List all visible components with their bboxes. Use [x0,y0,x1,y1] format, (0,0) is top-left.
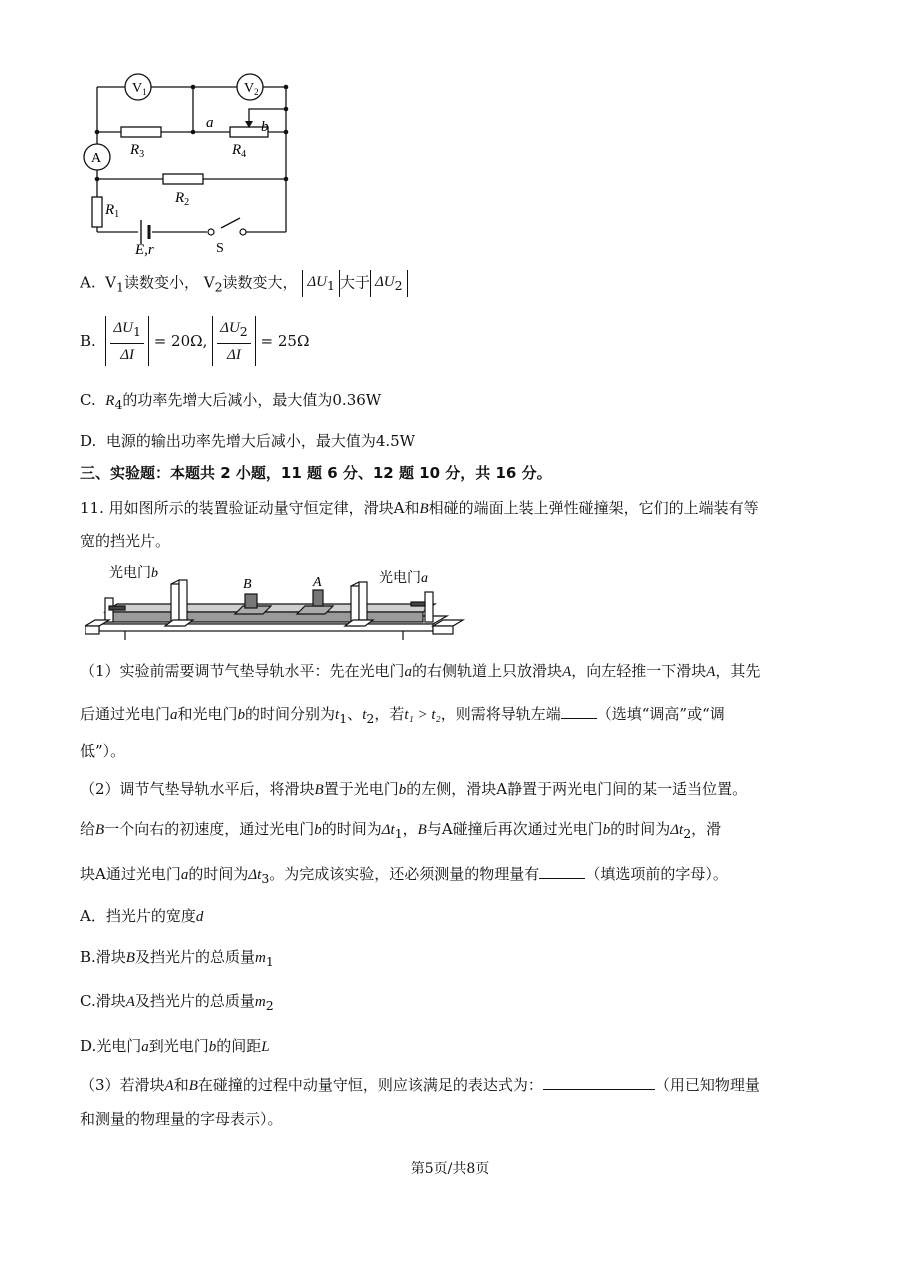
svg-text:B: B [243,577,252,592]
svg-text:E,r: E,r [135,242,154,258]
resistor-r2 [163,174,203,184]
svg-text:R1: $R_1$ [105,202,120,220]
svg-text:a: a [206,115,214,131]
option-b: B. $\frac{\Delta U_1}{\Delta I}$ = 20Ω, $\frac{\Delta U_2}{\Delta I}$ = 25Ω [80,316,309,366]
answer-blank-2[interactable] [539,862,585,879]
slider-a [297,590,333,614]
svg-text:V2: $V_2$ [244,81,259,97]
svg-text:A: A [91,151,102,166]
measure-option-d: D.光电门a到光电门b的间距L [80,1037,270,1055]
q11-p3-line2: 和测量的物理量的字母表示）。 [80,1110,283,1128]
resistor-r1 [92,197,102,227]
air-track-figure [85,562,470,646]
q11-line1: 11. 用如图所示的装置验证动量守恒定律，滑块A和B相碰的端面上装上弹性碰撞架，它们的上端装有等 [80,499,759,517]
switch-contact [208,229,214,235]
svg-text:光电门a: 光电门a [379,571,428,586]
option-c: C. $R_4$的功率先增大后减小，最大值为0.36W [80,391,382,412]
measure-option-b: B.滑块B及挡光片的总质量$m_1$ [80,948,274,969]
option-d: D. 电源的输出功率先增大后减小，最大值为4.5W [80,432,416,450]
svg-text:S: S [216,241,224,256]
right-end-stop [425,592,433,622]
q11-p1-line2: 后通过光电门a和光电门b的时间分别为$t_1$、$t_2$，若t₁ > t₂，则需将导轨左端 （选填“调高”或“调 [80,702,725,730]
svg-text:b: b [261,119,269,135]
page-footer: 第5页/共8页 [410,1161,490,1177]
option-a: A. $V_1$读数变小， $V_2$读数变大， $\Delta U_1$ 大于 $\Delta U_2$ [80,270,408,299]
q11-line2: 宽的挡光片。 [80,532,171,550]
q11-p3-line1: （3）若滑块A和B在碰撞的过程中动量守恒，则应该满足的表达式为： （用已知物理量 [80,1073,760,1097]
q11-p1-line3: 低”）。 [80,742,126,760]
answer-blank-3[interactable] [543,1073,655,1090]
q11-p2-line2: 给B一个向右的初速度，通过光电门b的时间为$\Delta t_1$，B与A碰撞后再次通过光电门b的时间为$\Delta t_2$，滑 [80,820,722,841]
svg-text:A: A [313,575,322,590]
section-heading: 三、实验题：本题共 2 小题，11 题 6 分、12 题 10 分，共 16 分。 [80,464,552,482]
svg-text:光电门b: 光电门b [109,566,158,581]
measure-option-c: C.滑块A及挡光片的总质量$m_2$ [80,992,274,1013]
svg-text:R2: $R_2$ [175,190,190,208]
measure-option-a: A．挡光片的宽度d [80,907,204,925]
q11-p1-line1: （1）实验前需要调节气垫导轨水平：先在光电门a的右侧轨道上只放滑块A，向左轻推一下滑块A，其先 [80,662,761,680]
resistor-r3 [121,127,161,137]
answer-blank-1[interactable] [561,702,597,719]
circuit-diagram [75,62,305,262]
battery-symbol [141,220,149,244]
svg-text:V1: $V_1$ [132,81,147,97]
q11-p2-line1: （2）调节气垫导轨水平后，将滑块B置于光电门b的左侧，滑块A静置于两光电门间的某一适当位置。 [80,780,748,798]
q11-p2-line3: 块A通过光电门a的时间为$\Delta t_3$。为完成该实验，还必须测量的物理量有 （填选项前的字母）。 [80,862,728,890]
svg-text:R3: $R_3$ [130,142,145,160]
svg-text:R4: $R_4$ [232,142,247,160]
